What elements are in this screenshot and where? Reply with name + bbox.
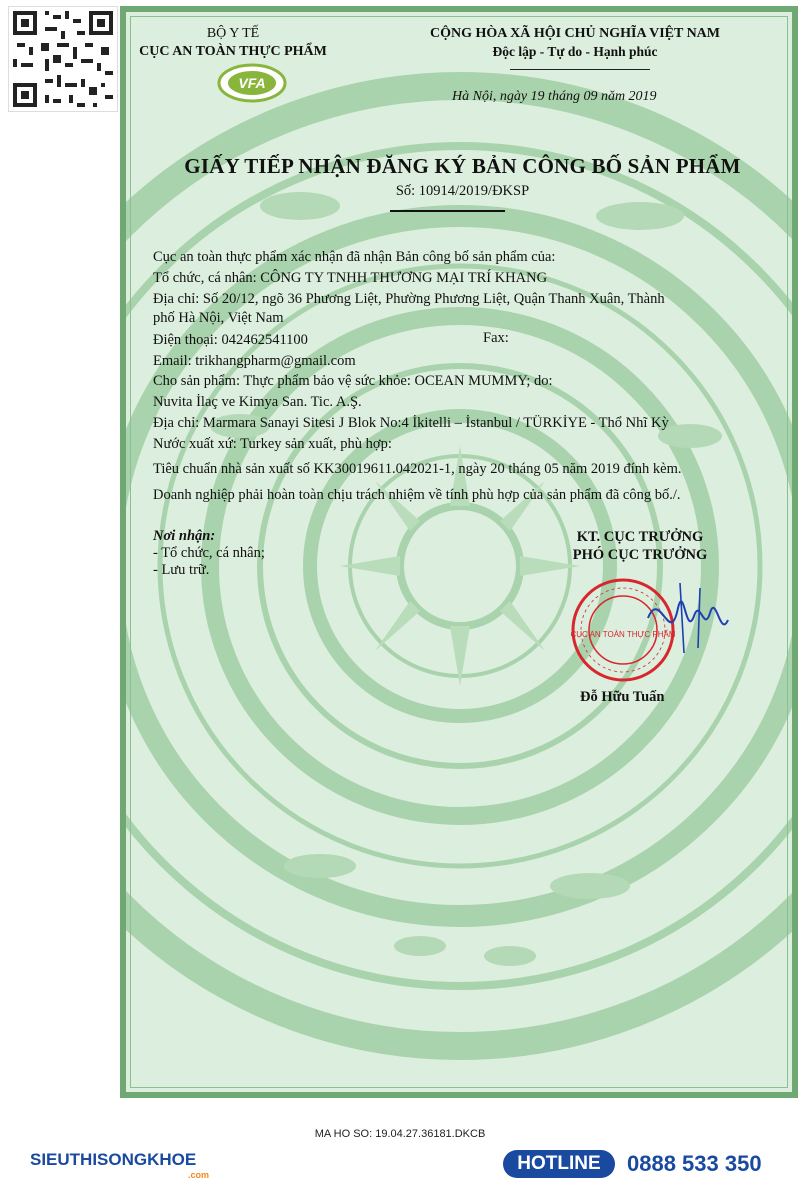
body-line: Nuvita İlaç ve Kimya San. Tic. A.Ş.: [153, 394, 362, 410]
recipient-item: - Lưu trữ.: [153, 562, 210, 578]
dossier-code: MA HO SO: 19.04.27.36181.DKCB: [314, 1128, 486, 1140]
body-line: Cho sản phẩm: Thực phẩm bảo vệ sức khỏe: OCEAN MUMMY; do:: [153, 373, 553, 389]
handwritten-signature: [640, 578, 740, 658]
signatory-role-2: PHÓ CỤC TRƯỞNG: [572, 547, 708, 563]
brand-suffix: .com: [188, 1170, 210, 1180]
title-underline: [390, 210, 505, 212]
hotline-badge[interactable]: HOTLINE: [503, 1150, 615, 1178]
issuer-header: [133, 25, 333, 61]
signer-name: Đỗ Hữu Tuấn: [580, 689, 665, 705]
qr-code: [8, 6, 118, 112]
vfa-logo: [217, 63, 287, 103]
document-number: Số: 10914/2019/ĐKSP: [395, 183, 530, 199]
hotline-phone[interactable]: 0888 533 350: [627, 1151, 762, 1176]
body-line: Điện thoại: 042462541100: [153, 332, 308, 348]
national-motto: Độc lập - Tự do - Hạnh phúc: [492, 44, 658, 59]
country-name: CỘNG HÒA XÃ HỘI CHỦ NGHĨA VIỆT NAM: [429, 26, 720, 41]
recipients-title: Nơi nhận:: [153, 528, 216, 544]
issue-date: Hà Nội, ngày 19 tháng 09 năm 2019: [452, 89, 657, 104]
body-line: Cục an toàn thực phẩm xác nhận đã nhận Bản công bố sản phẩm của:: [153, 249, 556, 265]
qr-code-pattern: [9, 7, 117, 111]
logo-text: VFA: [238, 75, 266, 91]
motto-underline: [510, 69, 650, 70]
fax-label: Fax:: [483, 330, 509, 346]
signatory-role-1: KT. CỤC TRƯỞNG: [576, 529, 704, 545]
recipient-item: - Tổ chức, cá nhân;: [153, 545, 265, 561]
body-line: Email: trikhangpharm@gmail.com: [153, 353, 356, 369]
body-line: Tiêu chuẩn nhà sản xuất số KK30019611.042021-1, ngày 20 tháng 05 năm 2019 đính kèm.: [153, 461, 682, 477]
brand-name: SIEUTHISONGKHOE: [30, 1150, 197, 1169]
recipients-block: [153, 528, 265, 579]
brand-logo[interactable]: [30, 1150, 210, 1180]
signatory-title: [520, 528, 760, 564]
body-line: phố Hà Nội, Việt Nam: [153, 310, 284, 326]
body-line: Tổ chức, cá nhân: CÔNG TY TNHH THƯƠNG MẠI TRÍ KHANG: [153, 270, 548, 286]
agency-name: CỤC AN TOÀN THỰC PHẨM: [139, 44, 327, 59]
stamp-text: CỤC AN TOÀN THỰC PHẨM: [570, 630, 676, 639]
body-line: Địa chỉ: Marmara Sanayi Sitesi J Blok No:4 İkitelli – İstanbul / TÜRKİYE - Thổ Nhĩ Kỳ: [153, 415, 669, 431]
body-line: Địa chỉ: Số 20/12, ngõ 36 Phương Liệt, Phường Phương Liệt, Quận Thanh Xuân, Thành: [153, 291, 665, 307]
document-title: GIẤY TIẾP NHẬN ĐĂNG KÝ BẢN CÔNG BỐ SẢN PHẨM: [184, 154, 741, 178]
national-header: [380, 25, 770, 61]
ministry-name: BỘ Y TẾ: [206, 26, 260, 41]
body-line: Doanh nghiệp phải hoàn toàn chịu trách nhiệm về tính phù hợp của sản phẩm đã công bố./.: [153, 487, 681, 503]
body-line: Nước xuất xứ: Turkey sản xuất, phù hợp:: [153, 436, 392, 452]
